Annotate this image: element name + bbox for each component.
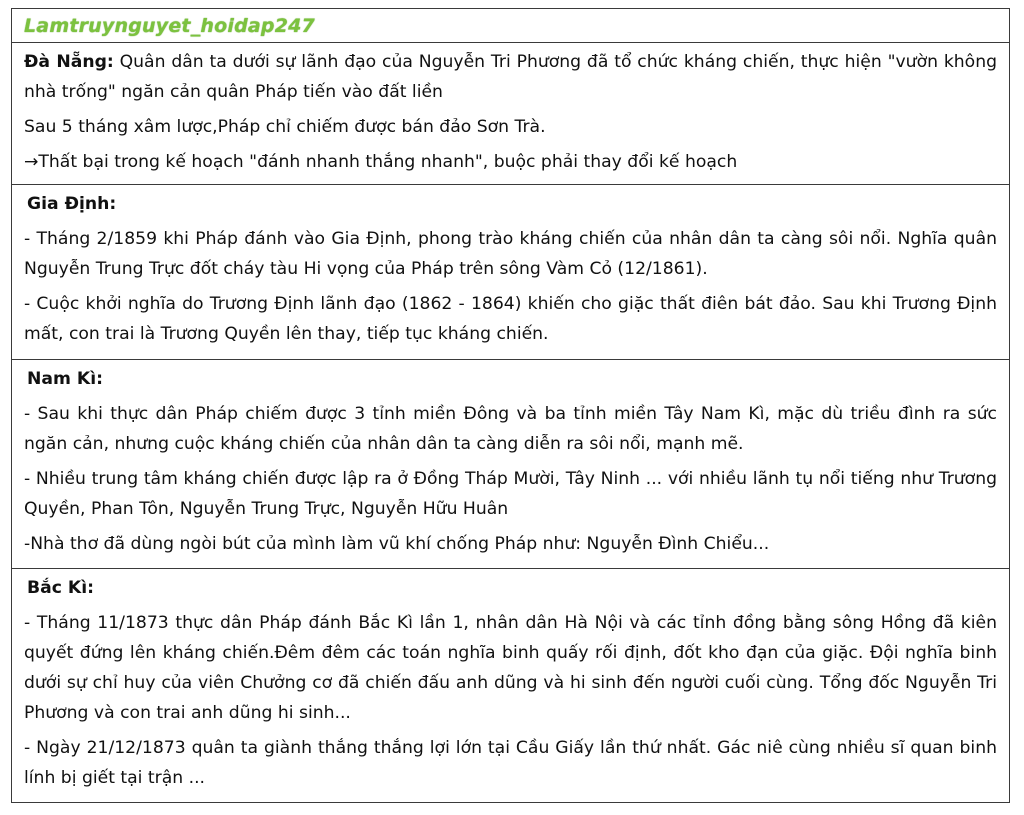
section-heading: Nam Kì:: [27, 369, 103, 389]
watermark-text: Lamtruynguyet_hoidap247: [24, 14, 315, 37]
section-heading: Đà Nẵng:: [24, 52, 114, 72]
paragraph: - Tháng 11/1873 thực dân Pháp đánh Bắc Kì lần 1, nhân dân Hà Nội và các tỉnh đồng bằng sông Hồng đã kiên quyết đứng lên kháng chiến.Đêm đêm các toán nghĩa binh quấy rối định, đốt kho đạn của giặc. Đội nghĩa binh dưới sự chỉ huy của viên Chưởng cơ đã chiến đấu anh dũng và hi sinh đến người cuối cùng. Tổng đốc Nguyễn Tri Phương và con trai anh dũng hi sinh...: [24, 613, 997, 723]
paragraph: - Nhiều trung tâm kháng chiến được lập ra ở Đồng Tháp Mười, Tây Ninh ... với nhiều lãnh tụ nổi tiếng như Trương Quyền, Phan Tôn, Nguyễn Trung Trực, Nguyễn Hữu Huân: [24, 469, 997, 519]
watermark-row: [12, 9, 1009, 42]
paragraph: - Cuộc khởi nghĩa do Trương Định lãnh đạo (1862 - 1864) khiến cho giặc thất điên bát đảo. Sau khi Trương Định mất, con trai là Trương Quyền lên thay, tiếp tục kháng chiến.: [24, 294, 997, 344]
paragraph: - Tháng 2/1859 khi Pháp đánh vào Gia Định, phong trào kháng chiến của nhân dân ta càng sôi nổi. Nghĩa quân Nguyễn Trung Trực đốt cháy tàu Hi vọng của Pháp trên sông Vàm Cỏ (12/1861).: [24, 229, 997, 279]
paragraph: -Nhà thơ đã dùng ngòi bút của mình làm vũ khí chống Pháp như: Nguyễn Đình Chiểu...: [24, 534, 770, 554]
paragraph: Sau 5 tháng xâm lược,Pháp chỉ chiếm được bán đảo Sơn Trà.: [24, 117, 546, 137]
section-gia-dinh: [12, 184, 1009, 359]
paragraph: - Ngày 21/12/1873 quân ta giành thắng thắng lợi lớn tại Cầu Giấy lần thứ nhất. Gác niê cùng nhiều sĩ quan binh lính bị giết tại trận ...: [24, 738, 997, 788]
section-lead-text: Quân dân ta dưới sự lãnh đạo của Nguyễn Tri Phương đã tổ chức kháng chiến, thực hiện "vườn không nhà trống" ngăn cản quân Pháp tiến vào đất liền: [24, 52, 997, 102]
section-heading: Bắc Kì:: [27, 578, 94, 598]
document-table: [11, 8, 1010, 803]
section-nam-ki: [12, 359, 1009, 568]
section-da-nang: [12, 42, 1009, 184]
paragraph: - Sau khi thực dân Pháp chiếm được 3 tỉnh miền Đông và ba tỉnh miền Tây Nam Kì, mặc dù triều đình ra sức ngăn cản, nhưng cuộc kháng chiến của nhân dân ta càng diễn ra sôi nổi, mạnh mẽ.: [24, 404, 997, 454]
paragraph: →Thất bại trong kế hoạch "đánh nhanh thắng nhanh", buộc phải thay đổi kế hoạch: [24, 152, 738, 172]
section-heading: Gia Định:: [27, 194, 117, 214]
section-bac-ki: [12, 568, 1009, 802]
section-lead-paragraph: [24, 47, 997, 107]
